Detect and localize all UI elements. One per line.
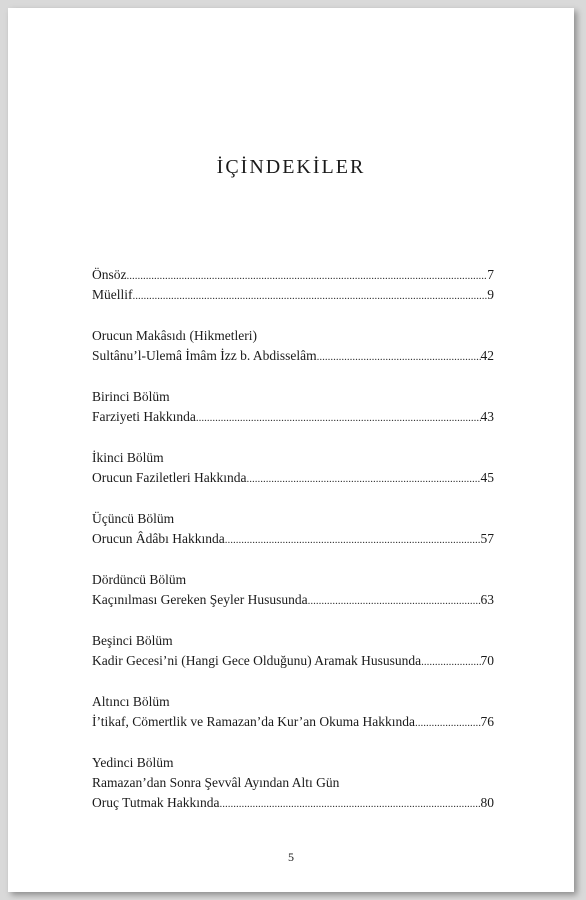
toc-heading — [92, 570, 494, 590]
table-of-contents — [92, 265, 494, 834]
toc-entry-title: Oruç Tutmak Hakkında — [92, 795, 220, 810]
toc-entry[interactable] — [92, 346, 494, 366]
toc-heading — [92, 773, 494, 793]
toc-entry[interactable] — [92, 590, 494, 610]
toc-section — [92, 387, 494, 427]
page-title: İÇİNDEKİLER — [216, 156, 366, 178]
dot-leader — [196, 408, 481, 428]
dot-leader — [127, 266, 488, 286]
dot-leader — [225, 530, 481, 550]
toc-section — [92, 753, 494, 813]
toc-entry-page: 57 — [480, 531, 494, 546]
toc-entry-title: Yedinci Bölüm — [92, 755, 174, 770]
toc-entry-page: 63 — [480, 592, 494, 607]
toc-entry[interactable] — [92, 407, 494, 427]
toc-entry-title: Ramazan’dan Sonra Şevvâl Ayından Altı Gün — [92, 775, 340, 790]
toc-entry-page: 9 — [487, 287, 494, 302]
toc-entry-title: Farziyeti Hakkında — [92, 409, 196, 424]
toc-entry[interactable] — [92, 793, 494, 813]
toc-entry[interactable] — [92, 285, 494, 305]
toc-heading — [92, 387, 494, 407]
dot-leader — [246, 469, 480, 489]
toc-entry-title: Önsöz — [92, 267, 127, 282]
dot-leader — [415, 713, 480, 733]
toc-entry-title: Üçüncü Bölüm — [92, 511, 175, 526]
toc-entry[interactable] — [92, 651, 494, 671]
toc-entry-page: 42 — [480, 348, 494, 363]
toc-heading — [92, 753, 494, 773]
toc-entry-title: Beşinci Bölüm — [92, 633, 173, 648]
toc-section — [92, 265, 494, 305]
dot-leader — [317, 347, 481, 367]
toc-section — [92, 326, 494, 366]
toc-entry-title: Altıncı Bölüm — [92, 694, 170, 709]
toc-heading — [92, 631, 494, 651]
toc-section — [92, 631, 494, 671]
toc-section — [92, 692, 494, 732]
toc-entry-title: Orucun Faziletleri Hakkında — [92, 470, 247, 485]
toc-section — [92, 448, 494, 488]
toc-heading — [92, 448, 494, 468]
toc-section — [92, 570, 494, 610]
toc-entry-title: İkinci Bölüm — [92, 450, 164, 465]
dot-leader — [421, 652, 480, 672]
page-number: 5 — [288, 850, 294, 864]
toc-entry[interactable] — [92, 468, 494, 488]
toc-entry-title: Dördüncü Bölüm — [92, 572, 187, 587]
toc-entry-page: 80 — [480, 795, 494, 810]
toc-entry-page: 7 — [487, 267, 494, 282]
toc-entry-title: Müellif — [92, 287, 133, 302]
toc-entry[interactable] — [92, 265, 494, 285]
toc-entry-title: Birinci Bölüm — [92, 389, 170, 404]
toc-entry-title: Orucun Makâsıdı (Hikmetleri) — [92, 328, 257, 343]
dot-leader — [220, 794, 481, 814]
dot-leader — [133, 286, 488, 306]
toc-entry-title: Orucun Âdâbı Hakkında — [92, 531, 225, 546]
toc-entry-title: Kaçınılması Gereken Şeyler Hususunda — [92, 592, 308, 607]
toc-entry[interactable] — [92, 712, 494, 732]
toc-entry[interactable] — [92, 529, 494, 549]
dot-leader — [308, 591, 481, 611]
toc-entry-title: İ’tikaf, Cömertlik ve Ramazan’da Kur’an Okuma Hakkında — [92, 714, 416, 729]
toc-entry-title: Kadir Gecesi’ni (Hangi Gece Olduğunu) Aramak Hususunda — [92, 653, 422, 668]
toc-section — [92, 509, 494, 549]
toc-heading — [92, 326, 494, 346]
toc-heading — [92, 509, 494, 529]
toc-entry-title: Sultânu’l-Ulemâ İmâm İzz b. Abdisselâm — [92, 348, 317, 363]
toc-entry-page: 76 — [480, 714, 494, 729]
toc-entry-page: 43 — [480, 409, 494, 424]
toc-heading — [92, 692, 494, 712]
document-page — [8, 8, 574, 892]
toc-entry-page: 70 — [480, 653, 494, 668]
toc-entry-page: 45 — [480, 470, 494, 485]
